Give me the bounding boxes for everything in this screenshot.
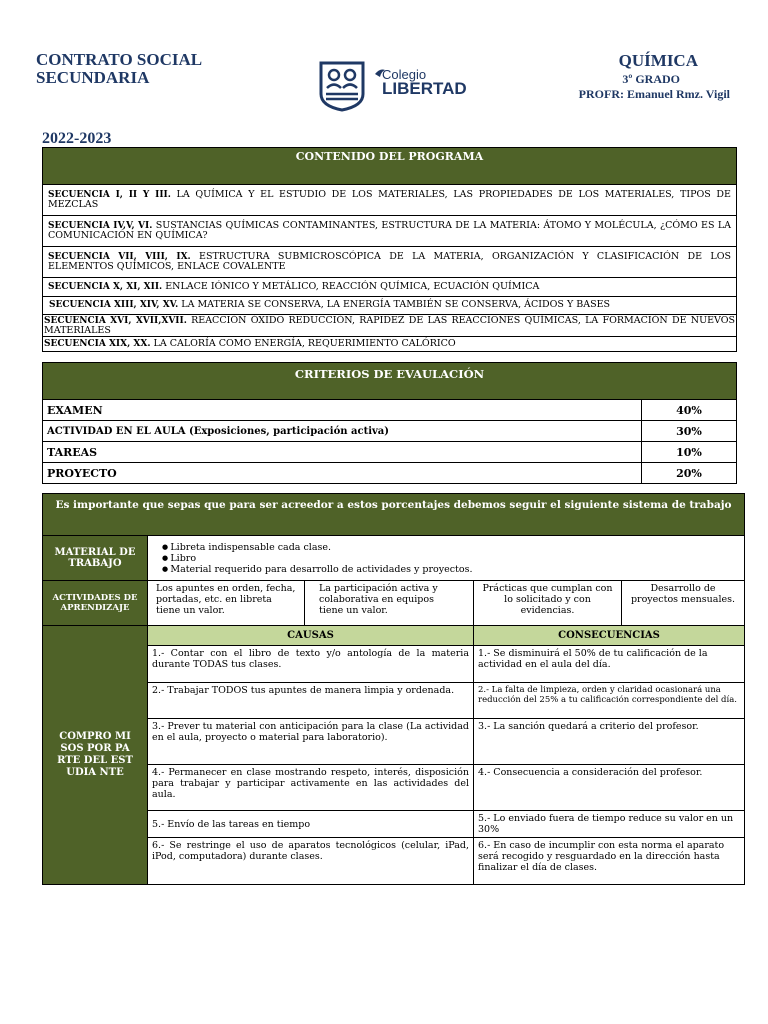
activity-cell: Desarrollo de proyectos mensuales. (622, 581, 745, 626)
activity-cell: La participación activa y colaborativa en equipos tiene un valor. (305, 581, 474, 626)
cause-cell: 3.- Prever tu material con anticipación para la clase (La actividad en el aula, proyecto o material para laboratorio). (148, 719, 474, 765)
school-logo (318, 60, 478, 112)
criteria-pct: 30% (642, 421, 737, 442)
activities-label: ACTIVIDADES DE APRENDIZAJE (43, 581, 148, 626)
dove-icon (374, 68, 386, 78)
material-item: ● Libreta indispensable cada clase. (162, 542, 730, 553)
title-line1: CONTRATO SOCIAL (36, 50, 203, 69)
consequence-cell: 2.- La falta de limpieza, orden y claridad ocasionará una reducción del 25% a tu calificación correspondiente del día. (474, 683, 745, 719)
program-row: SECUENCIA XVI, XVII,XVII. REACCIÓN ÓXIDO REDUCCIÓN, RAPIDEZ DE LAS REACCIONES QUÍMICAS, LA FORMACIÓN DE NUEVOS MATERIALES (44, 314, 735, 336)
activity-cell: Los apuntes en orden, fecha, portadas, etc. en libreta tiene un valor. (148, 581, 305, 626)
consequence-cell: 1.- Se disminuirá el 50% de tu calificación de la actividad en el aula del día. (474, 646, 745, 683)
criteria-heading: CRITERIOS DE EVAULACIÓN (43, 363, 737, 400)
criteria-pct: 10% (642, 442, 737, 463)
material-list (148, 536, 745, 581)
cause-cell: 1.- Contar con el libro de texto y/o antología de la materia durante TODAS tus clases. (148, 646, 474, 683)
logo-line2: LIBERTAD (382, 79, 467, 98)
material-label: MATERIAL DE TRABAJO (43, 536, 148, 581)
system-heading: Es importante que sepas que para ser acreedor a estos porcentajes debemos seguir el siguiente sistema de trabajo (43, 494, 745, 536)
criteria-label: ACTIVIDAD EN EL AULA (Exposiciones, participación activa) (43, 421, 642, 442)
program-row: SECUENCIA I, II Y III. LA QUÍMICA Y EL ESTUDIO DE LOS MATERIALES, LAS PROPIEDADES DE LOS MATERIALES, TIPOS DE MEZCLAS (43, 185, 737, 216)
activity-cell: Prácticas que cumplan con lo solicitado y con evidencias. (474, 581, 622, 626)
grade: 3º GRADO (622, 72, 680, 86)
material-item: ● Material requerido para desarrollo de actividades y proyectos. (162, 564, 730, 575)
criteria-label: TAREAS (43, 442, 642, 463)
teacher: PROFR: Emanuel Rmz. Vigil (578, 87, 730, 101)
title-line2: SECUNDARIA (36, 68, 150, 87)
program-row: SECUENCIA XIII, XIV, XV. LA MATERIA SE CONSERVA, LA ENERGÍA TAMBIÉN SE CONSERVA, ÁCIDOS Y BASES (43, 297, 737, 315)
criteria-label: PROYECTO (43, 463, 642, 484)
program-row: SECUENCIA IV,V, VI. SUSTANCIAS QUÍMICAS CONTAMINANTES, ESTRUCTURA DE LA MATERIA: ÁTOMO Y MOLÉCULA, ¿CÓMO ES LA COMUNICACIÓN EN QUÍMICA? (43, 216, 737, 247)
program-row: SECUENCIA VII, VIII, IX. ESTRUCTURA SUBMICROSCÓPICA DE LA MATERIA, ORGANIZACIÓN Y CLASIFICACIÓN DE LOS ELEMENTOS QUÍMICOS, ENLACE COVALENTE (43, 247, 737, 278)
consequence-cell: 6.- En caso de incumplir con esta norma el aparato será recogido y resguardado en la dirección hasta finalizar el día de clases. (474, 838, 745, 885)
material-item: ● Libro (162, 553, 730, 564)
program-heading: CONTENIDO DEL PROGRAMA (43, 148, 737, 185)
cause-cell: 4.- Permanecer en clase mostrando respeto, interés, disposición para trabajar y participar activamente en las actividades del aula. (148, 765, 474, 811)
criteria-label: EXAMEN (43, 400, 642, 421)
consequence-cell: 4.- Consecuencia a consideración del profesor. (474, 765, 745, 811)
school-year: 2022-2023 (42, 130, 112, 147)
subject: QUÍMICA (618, 51, 698, 70)
criteria-pct: 40% (642, 400, 737, 421)
consequence-cell: 5.- Lo enviado fuera de tiempo reduce su valor en un 30% (474, 811, 745, 838)
logo-line1: Colegio (382, 67, 427, 82)
school-logo-icon (318, 60, 366, 112)
work-system-table (42, 493, 745, 885)
consequence-cell: 3.- La sanción quedará a criterio del profesor. (474, 719, 745, 765)
criteria-pct: 20% (642, 463, 737, 484)
criteria-table (42, 362, 737, 484)
program-table (42, 147, 737, 352)
cause-cell: 2.- Trabajar TODOS tus apuntes de manera limpia y ordenada. (148, 683, 474, 719)
header-title (36, 51, 202, 87)
consequences-header: CONSECUENCIAS (474, 626, 745, 646)
commitments-label: COMPRO MISOS POR PARTE DEL ESTUDIA NTE (43, 626, 148, 885)
causes-header: CAUSAS (148, 626, 474, 646)
cause-cell: 5.- Envío de las tareas en tiempo (148, 811, 474, 838)
cause-cell: 6.- Se restringe el uso de aparatos tecnológicos (celular, iPad, iPod, computadora) durante clases. (148, 838, 474, 885)
program-row: SECUENCIA XIX, XX. LA CALORÍA COMO ENERGÍA, REQUERIMIENTO CALÓRICO (43, 337, 737, 352)
program-row: SECUENCIA X, XI, XII. ENLACE IÓNICO Y METÁLICO, REACCIÓN QUÍMICA, ECUACIÓN QUÍMICA (43, 278, 737, 297)
